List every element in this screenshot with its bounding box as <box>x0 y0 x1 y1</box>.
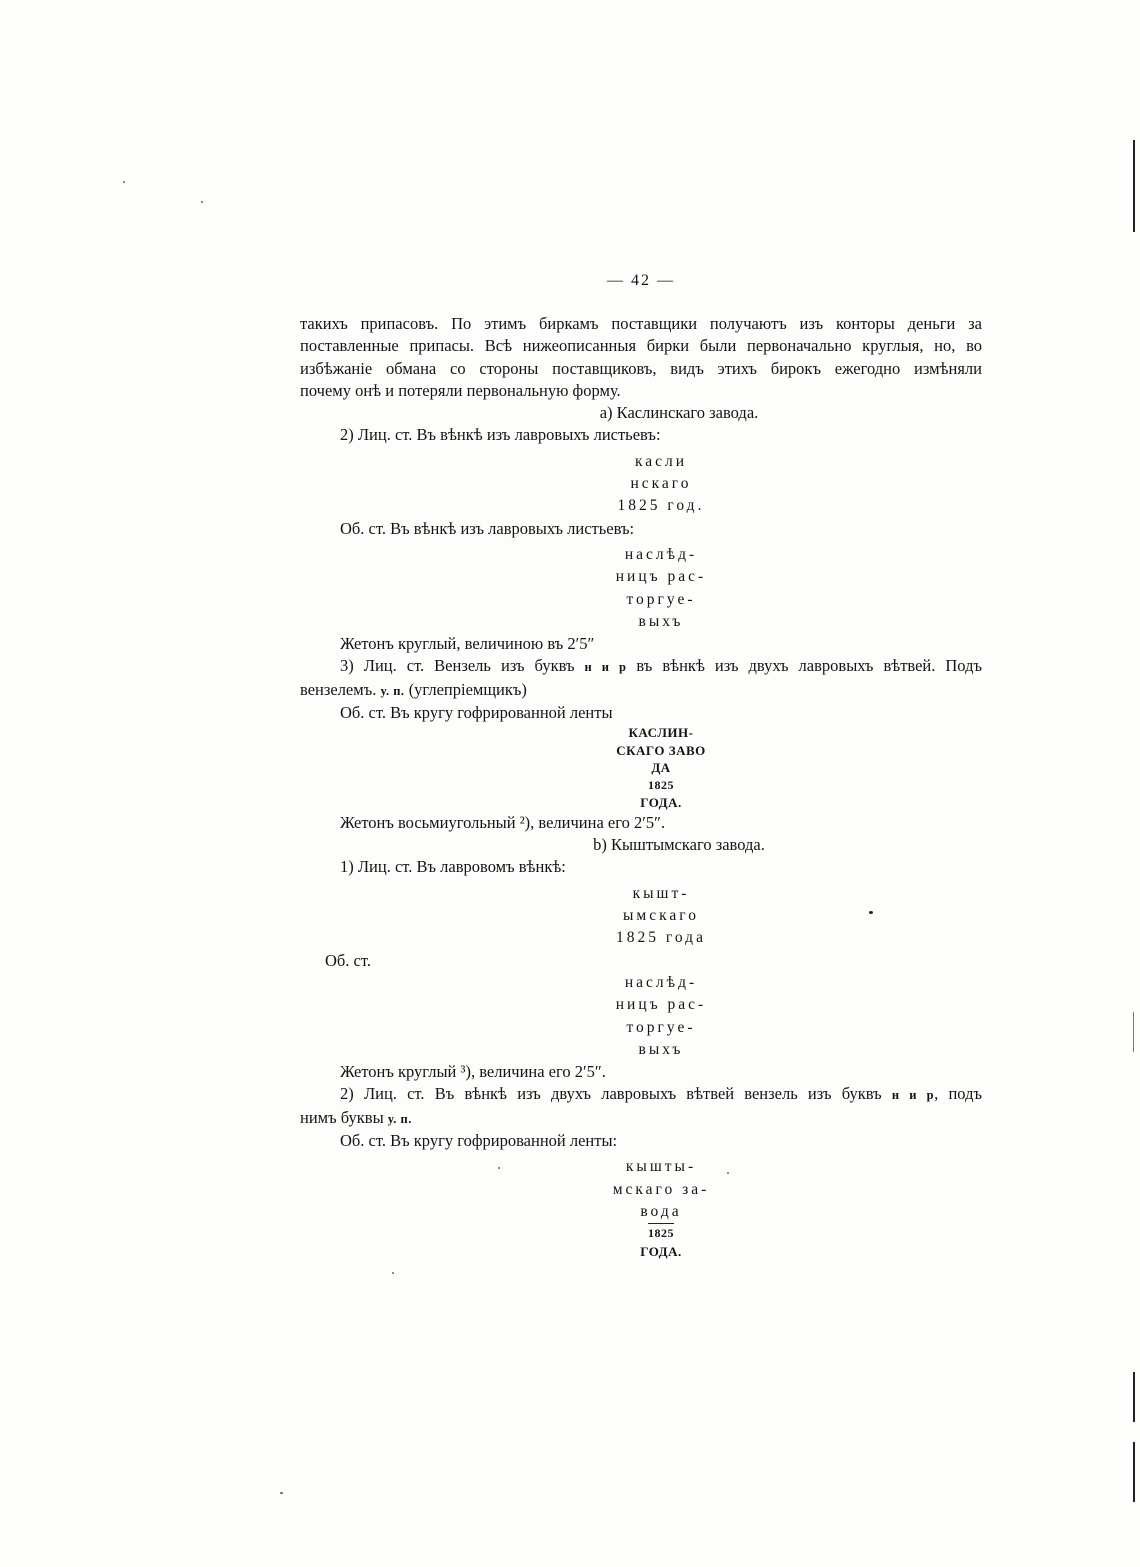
inscription-line: ГОДА. <box>640 795 682 811</box>
inscription-line: торгуе- <box>626 1018 696 1036</box>
scan-speck <box>201 201 203 203</box>
item-description <box>300 679 982 702</box>
page-number: — 42 — <box>607 272 675 289</box>
initials: у. п. <box>380 683 405 698</box>
inscription-line: 1825 года <box>616 929 706 947</box>
inscription-line: наслѣд- <box>624 973 698 991</box>
token-note: Жетонъ круглый ³), величина его 2′5″. <box>340 1062 606 1082</box>
inscription-line: касли <box>634 452 688 470</box>
initials: у. п. <box>387 1111 412 1126</box>
section-b-heading: b) Кыштымскаго завода. <box>593 835 765 855</box>
item-text: въ вѣнкѣ изъ двухъ лавровыхъ вѣтвей. Подъ <box>636 656 983 676</box>
inscription-year: 1825 <box>648 1223 674 1243</box>
item-description: Об. ст. Въ кругу гофрированной ленты: <box>340 1131 618 1150</box>
intro-line: такихъ припасовъ. По этимъ биркамъ поставщики получаютъ изъ конторы деньги за <box>300 314 982 333</box>
item-text: (углепріемщикъ) <box>408 679 527 699</box>
page-body <box>300 313 982 1260</box>
inscription-line: выхъ <box>638 612 684 630</box>
item-text: нимъ буквы <box>300 1107 384 1127</box>
intro-line: почему онѣ и потеряли первональную форму. <box>300 380 621 400</box>
scan-edge-mark <box>1133 1442 1135 1502</box>
token-note: Жетонъ восьмиугольный ²), величина его 2′5″. <box>340 812 666 832</box>
item-description <box>300 1083 982 1106</box>
inscription-line: ДА <box>651 760 671 776</box>
inscription-line: кышт- <box>632 884 690 902</box>
item-description <box>300 1107 982 1130</box>
inscription-line: КАСЛИН- <box>628 725 694 741</box>
item-description <box>300 655 982 678</box>
scan-speck <box>280 1492 283 1494</box>
inscription-line: торгуе- <box>626 590 696 608</box>
scan-edge-mark <box>1133 1012 1134 1052</box>
item-description: Об. ст. Въ вѣнкѣ изъ лавровыхъ листьевъ: <box>340 518 635 538</box>
monogram-letters: н и р <box>891 1088 935 1103</box>
inscription-line: СКАГО ЗАВО <box>616 742 706 758</box>
inscription-line <box>300 1223 982 1243</box>
inscription-line: кышты- <box>625 1158 697 1176</box>
item-description: 2) Лиц. ст. Въ вѣнкѣ изъ лавровыхъ листьевъ: <box>340 425 661 445</box>
document-page <box>300 0 982 1567</box>
item-text: 2) Лиц. ст. Въ вѣнкѣ изъ двухъ лавровыхъ вѣтвей вензель изъ буквъ <box>340 1084 882 1104</box>
item-description: 1) Лиц. ст. Въ лавровомъ вѣнкѣ: <box>340 857 566 877</box>
inscription-line: нскаго <box>630 475 692 493</box>
item-text: вензелемъ. <box>300 679 377 699</box>
item-description: Об. ст. Въ кругу гофрированной ленты <box>340 703 613 723</box>
scan-edge-mark <box>1133 140 1135 232</box>
inscription-line: 1825 <box>648 777 674 792</box>
inscription-line: ницъ рас- <box>615 996 707 1014</box>
scan-edge-mark <box>1133 1372 1135 1422</box>
inscription-line: мскаго за- <box>612 1180 710 1198</box>
inscription-line: 1825 год. <box>617 497 705 515</box>
intro-line: избѣжаніе обмана со стороны поставщиковъ, видъ этихъ бирокъ ежегодно измѣняли <box>300 358 982 378</box>
section-a-heading: а) Каслинскаго завода. <box>599 403 759 423</box>
inscription-line: ГОДА. <box>640 1243 682 1259</box>
scan-speck <box>123 181 125 183</box>
token-note: Жетонъ круглый, величиною въ 2′5″ <box>340 634 595 654</box>
item-text: , подъ <box>934 1084 982 1104</box>
inscription-line: вода <box>640 1202 682 1220</box>
reverse-label: Об. ст. <box>325 950 371 970</box>
inscription-line: наслѣд- <box>624 545 698 563</box>
item-text: 3) Лиц. ст. Вензель изъ буквъ <box>340 656 575 676</box>
inscription-line: ницъ рас- <box>615 568 707 586</box>
monogram-letters: н и р <box>584 660 627 675</box>
inscription-line: выхъ <box>638 1040 684 1058</box>
intro-line: поставленные припасы. Всѣ нижеописанныя бирки были первоначально круглыя, но, во <box>300 336 982 356</box>
inscription-line: ымскаго <box>623 907 699 925</box>
